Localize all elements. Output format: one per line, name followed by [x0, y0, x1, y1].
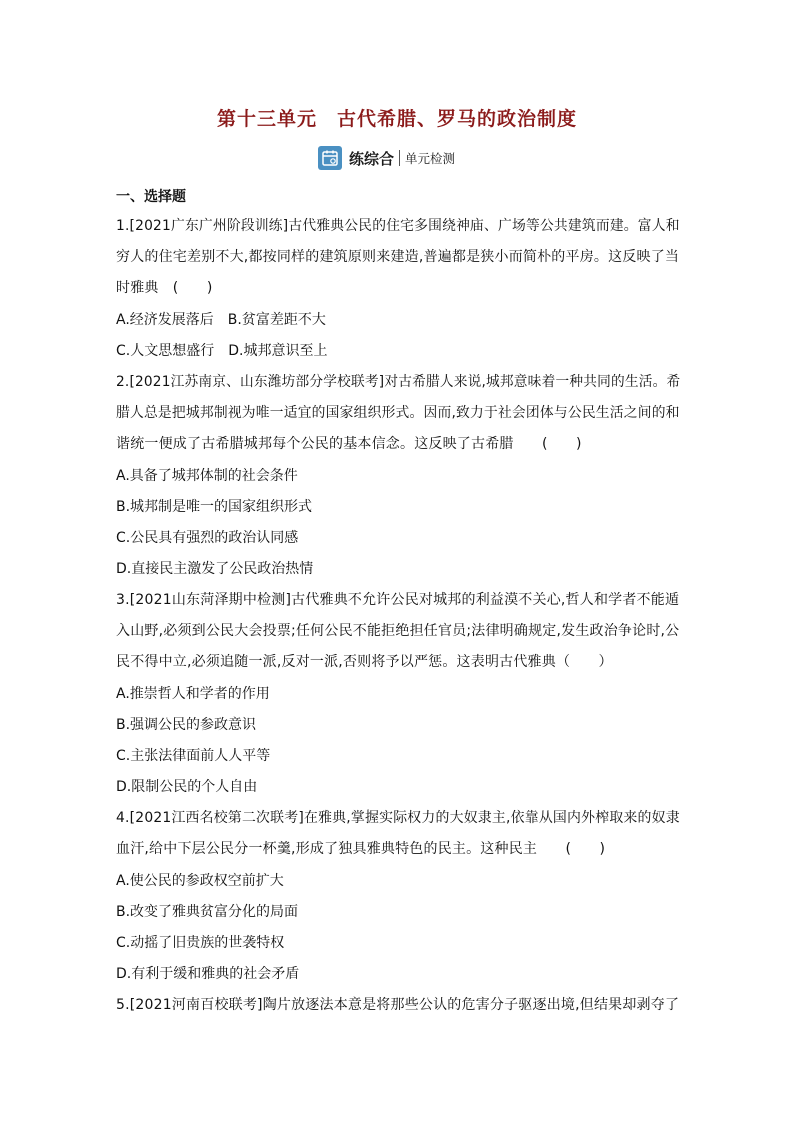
q3-option: B.强调公民的参政意识	[116, 717, 257, 733]
q2-stem-line: 谐统一便成了古希腊城邦每个公民的基本信念。这反映了古希腊 ( )	[116, 436, 582, 452]
section-heading: 一、选择题	[116, 189, 186, 205]
unit-title: 第十三单元 古代希腊、罗马的政治制度	[216, 108, 577, 130]
q4-option: B.改变了雅典贫富分化的局面	[116, 904, 299, 920]
badge-sub-label: 单元检测	[405, 151, 456, 166]
q3-stem-line: 3.[2021山东菏泽期中检测]古代雅典不允许公民对城邦的利益漠不关心,哲人和学者不能遁	[116, 592, 680, 608]
q4-stem-line: 血汗,给中下层公民分一杯羹,形成了独具雅典特色的民主。这种民主 ( )	[116, 841, 606, 857]
badge-divider	[399, 150, 400, 166]
q2-option: D.直接民主激发了公民政治热情	[116, 561, 314, 577]
calendar-clip-icon	[318, 146, 342, 170]
q1-stem-line: 穷人的住宅差别不大,都按同样的建筑原则来建造,普遍都是狭小而简朴的平房。这反映了当	[116, 249, 680, 265]
q5-stem-line: 5.[2021河南百校联考]陶片放逐法本意是将那些公认的危害分子驱逐出境,但结果却剥夺了	[116, 997, 680, 1013]
q2-stem-line: 2.[2021江苏南京、山东潍坊部分学校联考]对古希腊人来说,城邦意味着一种共同的生活。希	[116, 374, 681, 390]
q2-option: B.城邦制是唯一的国家组织形式	[116, 499, 313, 515]
q2-stem-line: 腊人总是把城邦制视为唯一适宜的国家组织形式。因而,致力于社会团体与公民生活之间的和	[116, 405, 680, 421]
q3-option: C.主张法律面前人人平等	[116, 748, 271, 764]
q1-option-line: A.经济发展落后 B.贫富差距不大	[116, 312, 326, 328]
q3-option: D.限制公民的个人自由	[116, 779, 258, 795]
q3-stem-line: 入山野,必须到公民大会投票;任何公民不能拒绝担任官员;法律明确规定,发生政治争论时,公	[116, 623, 680, 639]
q1-stem-line: 时雅典 ( )	[116, 280, 213, 296]
q4-option: C.动摇了旧贵族的世袭特权	[116, 935, 285, 951]
q3-stem-line: 民不得中立,必须追随一派,反对一派,否则将予以严惩。这表明古代雅典（ ）	[116, 654, 613, 670]
badge-main-label: 练综合	[349, 149, 395, 168]
q2-option: A.具备了城邦体制的社会条件	[116, 468, 298, 484]
section-badge	[318, 145, 455, 171]
q1-option-line: C.人文思想盛行 D.城邦意识至上	[116, 343, 328, 359]
q3-option: A.推崇哲人和学者的作用	[116, 686, 270, 702]
q1-stem-line: 1.[2021广东广州阶段训练]古代雅典公民的住宅多围绕神庙、广场等公共建筑而建。富人和	[116, 218, 680, 234]
q4-option: D.有利于缓和雅典的社会矛盾	[116, 966, 300, 982]
q4-option: A.使公民的参政权空前扩大	[116, 873, 284, 889]
q4-stem-line: 4.[2021江西名校第二次联考]在雅典,掌握实际权力的大奴隶主,依靠从国内外榨取来的奴隶	[116, 810, 680, 826]
q2-option: C.公民具有强烈的政治认同感	[116, 530, 299, 546]
